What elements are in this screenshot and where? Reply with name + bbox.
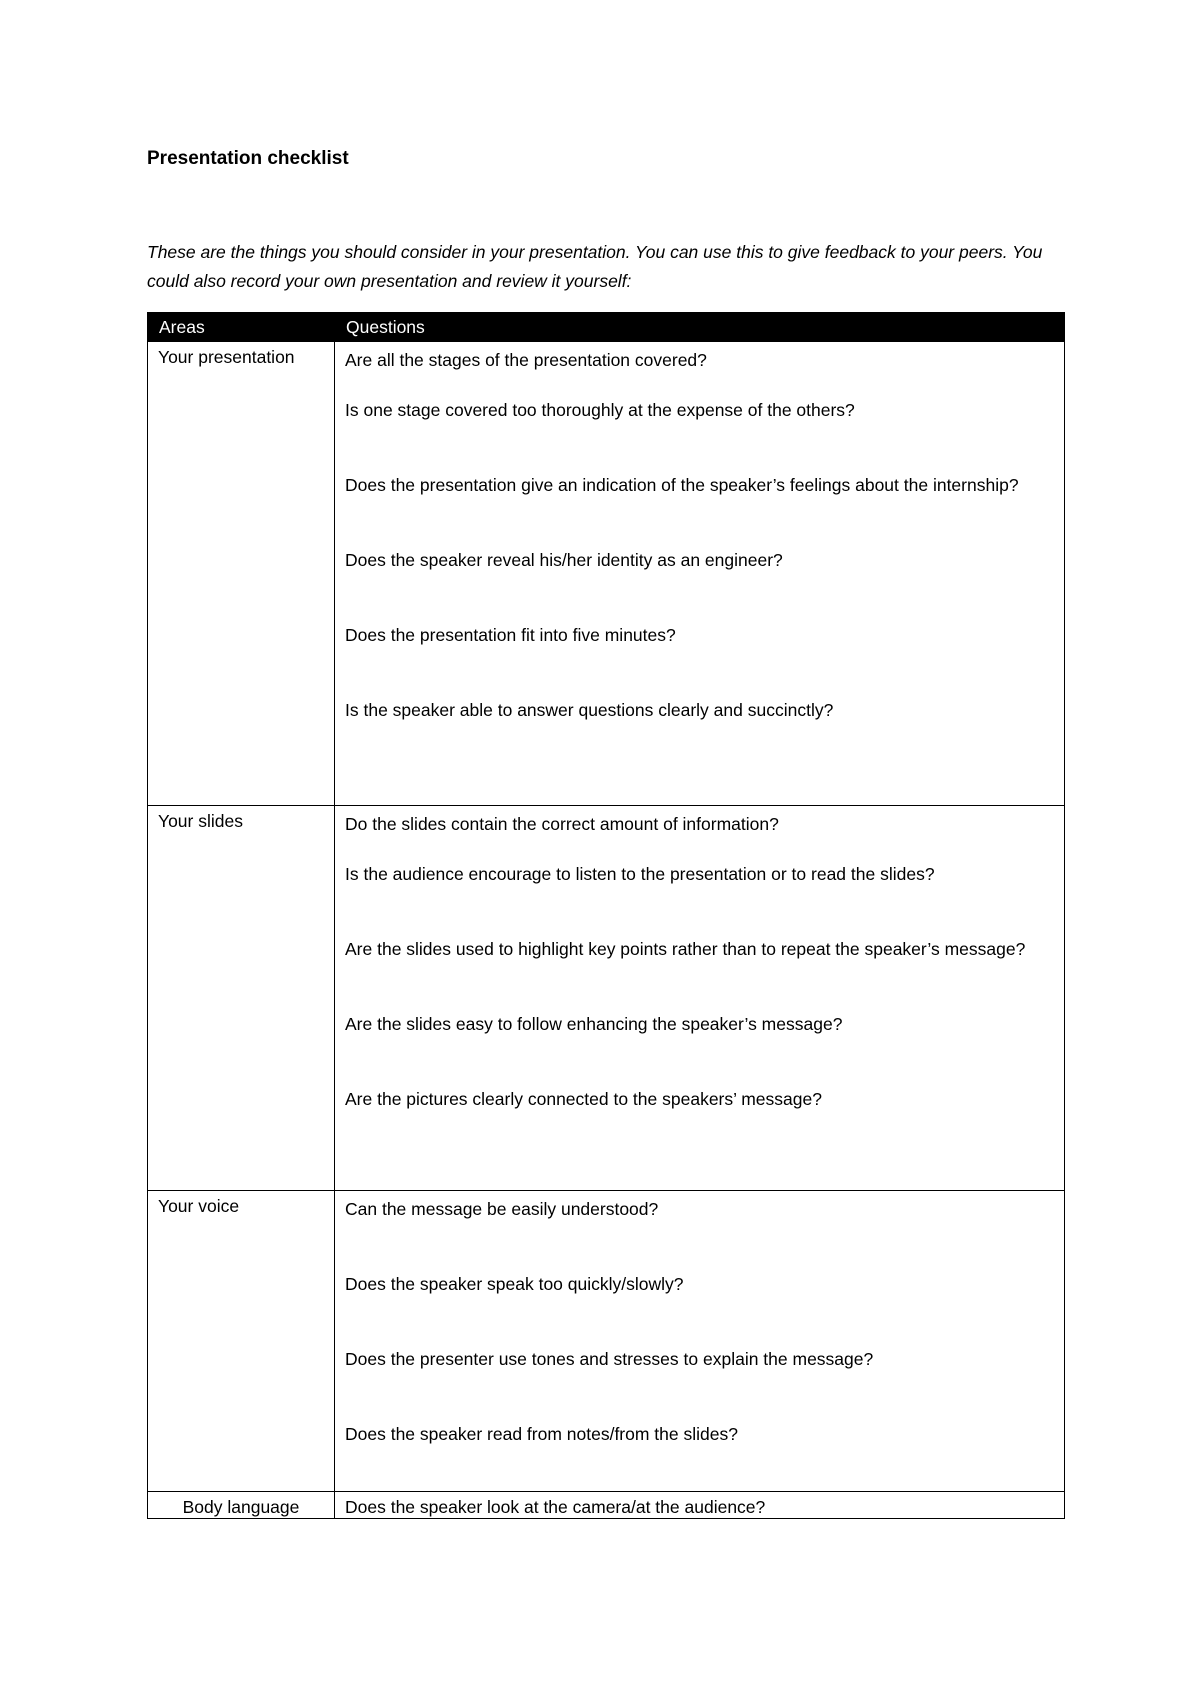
checklist-table [147,312,1065,1519]
area-cell: Your slides [148,806,335,1191]
question-item: Are all the stages of the presentation covered? [345,350,707,370]
question-item: Do the slides contain the correct amount of information? [345,814,779,834]
area-cell: Body language [148,1492,335,1519]
question-item: Is one stage covered too thoroughly at the expense of the others? [345,400,855,420]
question-item: Are the slides used to highlight key points rather than to repeat the speaker’s message? [345,939,1026,959]
question-item: Can the message be easily understood? [345,1199,659,1219]
question-item: Does the speaker read from notes/from the slides? [345,1424,738,1444]
questions-cell [335,1492,1065,1519]
intro-paragraph: These are the things you should consider in your presentation. You can use this to give feedback to your peers. You could also record your own presentation and review it yourself: [147,242,1043,291]
question-item: Does the speaker speak too quickly/slowly? [345,1274,684,1294]
question-item: Are the slides easy to follow enhancing the speaker’s message? [345,1014,843,1034]
area-cell: Your presentation [148,342,335,806]
question-list [345,346,1054,724]
header-questions: Questions [335,313,1065,342]
question-item: Does the presenter use tones and stresses to explain the message? [345,1349,874,1369]
question-list [345,810,1054,1113]
page-title: Presentation checklist [147,148,349,169]
questions-cell [335,806,1065,1191]
questions-cell [335,1191,1065,1492]
question-item: Does the presentation fit into five minutes? [345,625,676,645]
table-row [148,806,1065,1191]
question-item: Is the audience encourage to listen to the presentation or to read the slides? [345,864,935,884]
header-areas: Areas [148,313,335,342]
questions-cell [335,342,1065,806]
question-item: Does the presentation give an indication of the speaker’s feelings about the internship? [345,475,1019,495]
table-row [148,342,1065,806]
table-row [148,1492,1065,1519]
area-cell: Your voice [148,1191,335,1492]
table-header-row [148,313,1065,342]
question-item: Are the pictures clearly connected to the speakers’ message? [345,1089,822,1109]
question-list [345,1195,1054,1448]
question-item: Does the speaker look at the camera/at the audience? [345,1497,766,1517]
question-item: Does the speaker reveal his/her identity as an engineer? [345,550,783,570]
table-row [148,1191,1065,1492]
question-list [345,1496,1054,1518]
question-item: Is the speaker able to answer questions clearly and succinctly? [345,700,834,720]
